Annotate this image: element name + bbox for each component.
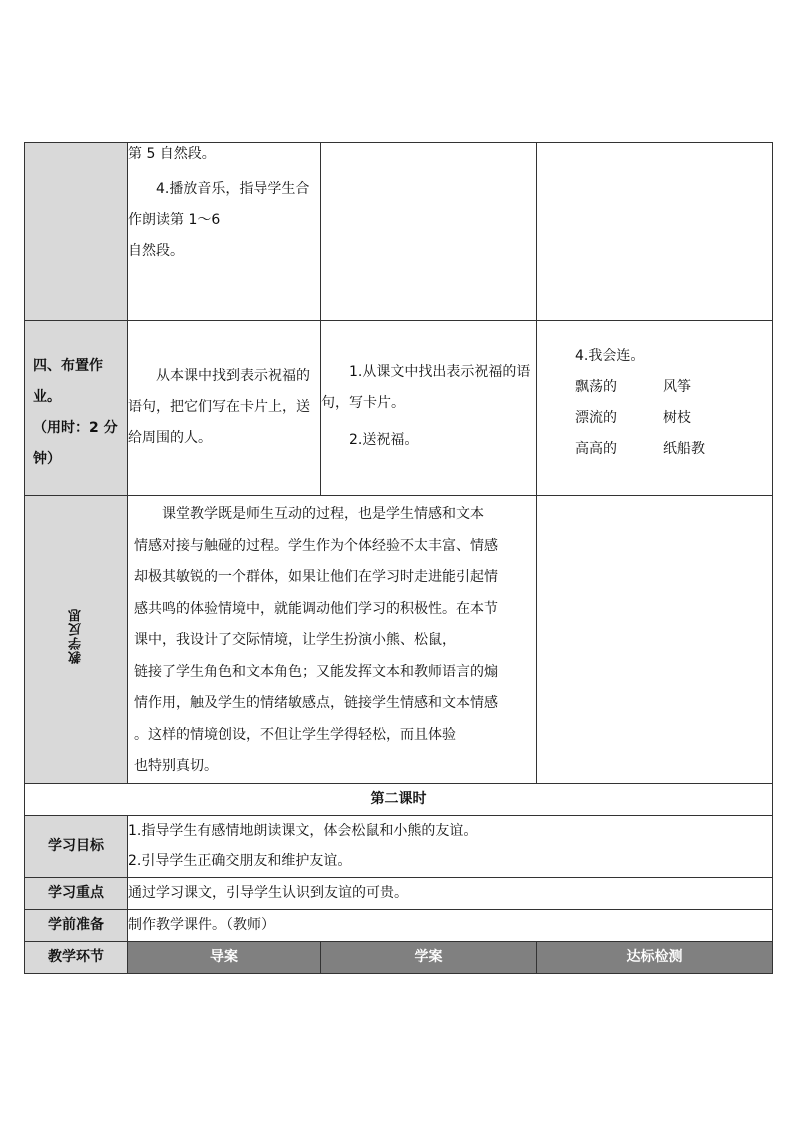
focus-label: 学习重点 (25, 877, 128, 909)
focus-row (25, 877, 773, 909)
guide-line: 第 5 自然段。 (128, 146, 216, 162)
reflection-line: 课堂教学既是师生互动的过程，也是学生情感和文本 (162, 506, 484, 522)
goal-item: 2.引导学生正确交朋友和维护友谊。 (128, 852, 352, 869)
check-header: 达标检测 (537, 941, 773, 973)
matching-pairs (575, 372, 772, 465)
match-right: 纸船教 (663, 441, 705, 457)
homework-row (25, 321, 773, 496)
reflection-text-cell (128, 496, 537, 784)
match-left: 高高的 (575, 441, 617, 457)
stage-time: （用时：2 分钟） (33, 420, 118, 467)
reflection-row (25, 496, 773, 784)
guide-cell (128, 321, 321, 496)
homework-learn-1: 1.从课文中找出表示祝福的语句，写卡片。 (321, 364, 531, 411)
reflection-label: 教学反思 (68, 608, 84, 664)
homework-learn-2: 2.送祝福。 (349, 432, 419, 448)
reflection-line: 情作用，触及学生的情绪敏感点，链接学生情感和文本情感 (134, 695, 498, 711)
homework-guide: 从本课中找到表示祝福的语句，把它们写在卡片上，送给周围的人。 (128, 368, 310, 446)
second-lesson-title-row (25, 783, 773, 815)
focus-text: 通过学习课文，引导学生认识到友谊的可贵。 (128, 877, 773, 909)
guide-line: 4.播放音乐，指导学生合作朗读第 1～6 (128, 181, 310, 228)
guide-text (128, 142, 320, 267)
reflection-line: 感共鸣的体验情境中，就能调动他们学习的积极性。在本节 (134, 600, 498, 617)
learn-cell (321, 143, 537, 321)
match-left: 飘荡的 (575, 379, 617, 395)
goal-item: 1.指导学生有感情地朗读课文，体会松鼠和小熊的友谊。 (128, 822, 478, 839)
stage-title: 四、布置作业。 (33, 358, 103, 405)
goals-label: 学习目标 (25, 815, 128, 877)
match-right: 树枝 (663, 410, 691, 426)
reflection-empty-cell (537, 496, 773, 784)
second-lesson-title: 第二课时 (25, 783, 773, 815)
check-cell (537, 143, 773, 321)
goals-row (25, 815, 773, 877)
guide-header: 导案 (128, 941, 321, 973)
guide-line: 自然段。 (128, 243, 184, 259)
learn-header: 学案 (321, 941, 537, 973)
reflection-line: 却极其敏锐的一个群体，如果让他们在学习时走进能引起情 (134, 569, 498, 585)
prep-text: 制作教学课件。（教师） (128, 909, 773, 941)
stage-label-cell (25, 143, 128, 321)
stage-header: 教学环节 (25, 941, 128, 973)
reflection-label-cell (25, 496, 128, 784)
goals-cell (128, 815, 773, 877)
prep-label: 学前准备 (25, 909, 128, 941)
reflection-line: 。这样的情境创设，不但让学生学得轻松，而且体验 (134, 726, 456, 743)
prep-row (25, 909, 773, 941)
lesson-plan-table (24, 142, 773, 974)
check-cell (537, 321, 773, 496)
stage-label (25, 321, 127, 475)
match-right: 风筝 (663, 379, 691, 395)
guide-cell (128, 143, 321, 321)
matching-exercise (537, 321, 772, 465)
reflection-line: 也特别真切。 (134, 758, 218, 774)
column-header-row (25, 941, 773, 973)
reflection-line: 链接了学生角色和文本角色；又能发挥文本和教师语言的煽 (134, 663, 498, 680)
continuation-row (25, 143, 773, 321)
reflection-line: 情感对接与触碰的过程。学生作为个体经验不太丰富、情感 (134, 537, 498, 554)
reflection-line: 课中，我设计了交际情境，让学生扮演小熊、松鼠， (134, 632, 456, 648)
stage-label-cell (25, 321, 128, 496)
match-left: 漂流的 (575, 410, 617, 426)
matching-title: 4.我会连。 (575, 348, 645, 364)
reflection-text (128, 496, 536, 783)
learn-cell (321, 321, 537, 496)
